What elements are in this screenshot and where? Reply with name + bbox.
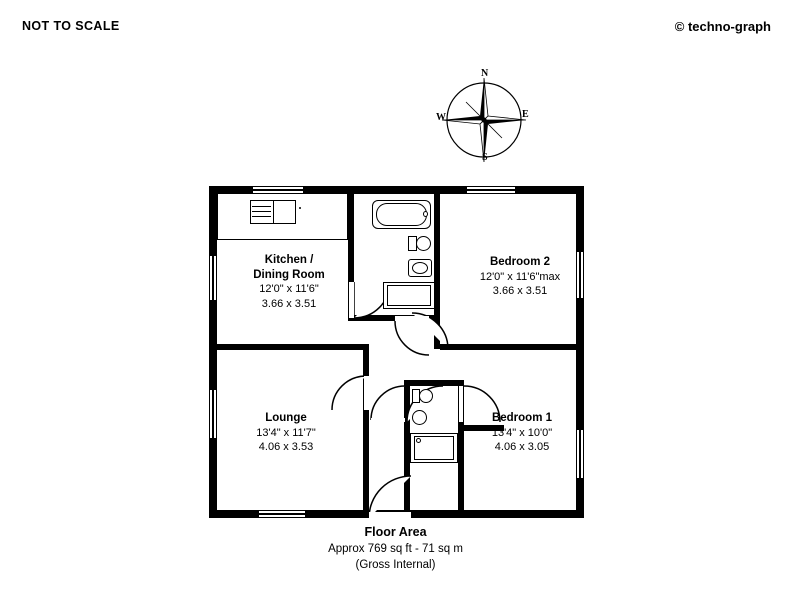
room-name-kitchen-line2: Dining Room bbox=[253, 268, 325, 281]
doorway-lounge bbox=[364, 376, 369, 410]
shower-tray-inner bbox=[387, 285, 431, 306]
floor-area-note: (Gross Internal) bbox=[355, 559, 436, 571]
kitchen-sink-line1 bbox=[252, 206, 271, 207]
room-dim-kitchen-imperial: 12'0" x 11'6" bbox=[259, 283, 319, 295]
kitchen-hob bbox=[299, 207, 301, 209]
compass-north-label: N bbox=[481, 68, 489, 79]
room-dim-bedroom1-imperial: 13'4" x 10'0" bbox=[491, 426, 553, 439]
room-label-kitchen-dining-room bbox=[223, 253, 355, 311]
door-jamb-bedroom2 bbox=[440, 344, 480, 350]
doorway-entry bbox=[369, 512, 411, 518]
floor-area-block bbox=[0, 524, 791, 574]
kitchen-sink-divider bbox=[273, 201, 274, 223]
room-dim-bedroom2-metric: 3.66 x 3.51 bbox=[492, 285, 548, 297]
compass-west-label: W bbox=[436, 112, 446, 123]
bathroom-basin-bowl bbox=[412, 262, 428, 274]
room-dim-bedroom1-metric: 4.06 x 3.05 bbox=[494, 441, 550, 453]
room-label-bedroom-1 bbox=[456, 411, 588, 455]
compass-east-label: E bbox=[522, 109, 529, 120]
room-dim-lounge-imperial: 13'4" x 11'7" bbox=[256, 426, 316, 439]
copyright-label: © techno-graph bbox=[674, 19, 771, 34]
room-dim-kitchen-metric: 3.66 x 3.51 bbox=[261, 297, 317, 310]
floor-plan-drawing bbox=[209, 186, 584, 518]
room-name-bedroom2: Bedroom 2 bbox=[489, 256, 551, 268]
kitchen-worktop-cut bbox=[218, 222, 246, 239]
room-dim-lounge-metric: 4.06 x 3.53 bbox=[258, 441, 314, 453]
room-label-lounge bbox=[222, 411, 350, 455]
room-name-lounge: Lounge bbox=[265, 412, 307, 424]
ensuite-shower-drain bbox=[416, 438, 421, 443]
bathtub-drain bbox=[423, 211, 428, 217]
toilet-pan bbox=[416, 236, 431, 251]
ensuite-toilet-pan bbox=[419, 389, 433, 403]
compass-rose bbox=[432, 68, 536, 172]
floor-area-approx: Approx 769 sq ft - 71 sq m bbox=[328, 542, 463, 555]
doorway-bathroom bbox=[395, 316, 429, 321]
compass-south-label: S bbox=[482, 152, 488, 163]
doorway-hall-bottom bbox=[371, 418, 405, 422]
kitchen-sink-line3 bbox=[252, 216, 271, 217]
room-name-bedroom1: Bedroom 1 bbox=[491, 412, 553, 424]
room-name-kitchen-line1: Kitchen / bbox=[264, 254, 314, 266]
bathtub-inner bbox=[376, 203, 427, 226]
room-dim-bedroom2-imperial: 12'0" x 11'6"max bbox=[479, 270, 561, 283]
kitchen-sink-line2 bbox=[252, 211, 271, 212]
ensuite-basin bbox=[412, 410, 427, 425]
floor-area-title: Floor Area bbox=[364, 525, 427, 539]
not-to-scale-label: NOT TO SCALE bbox=[22, 19, 120, 33]
room-label-bedroom-2 bbox=[452, 255, 588, 299]
